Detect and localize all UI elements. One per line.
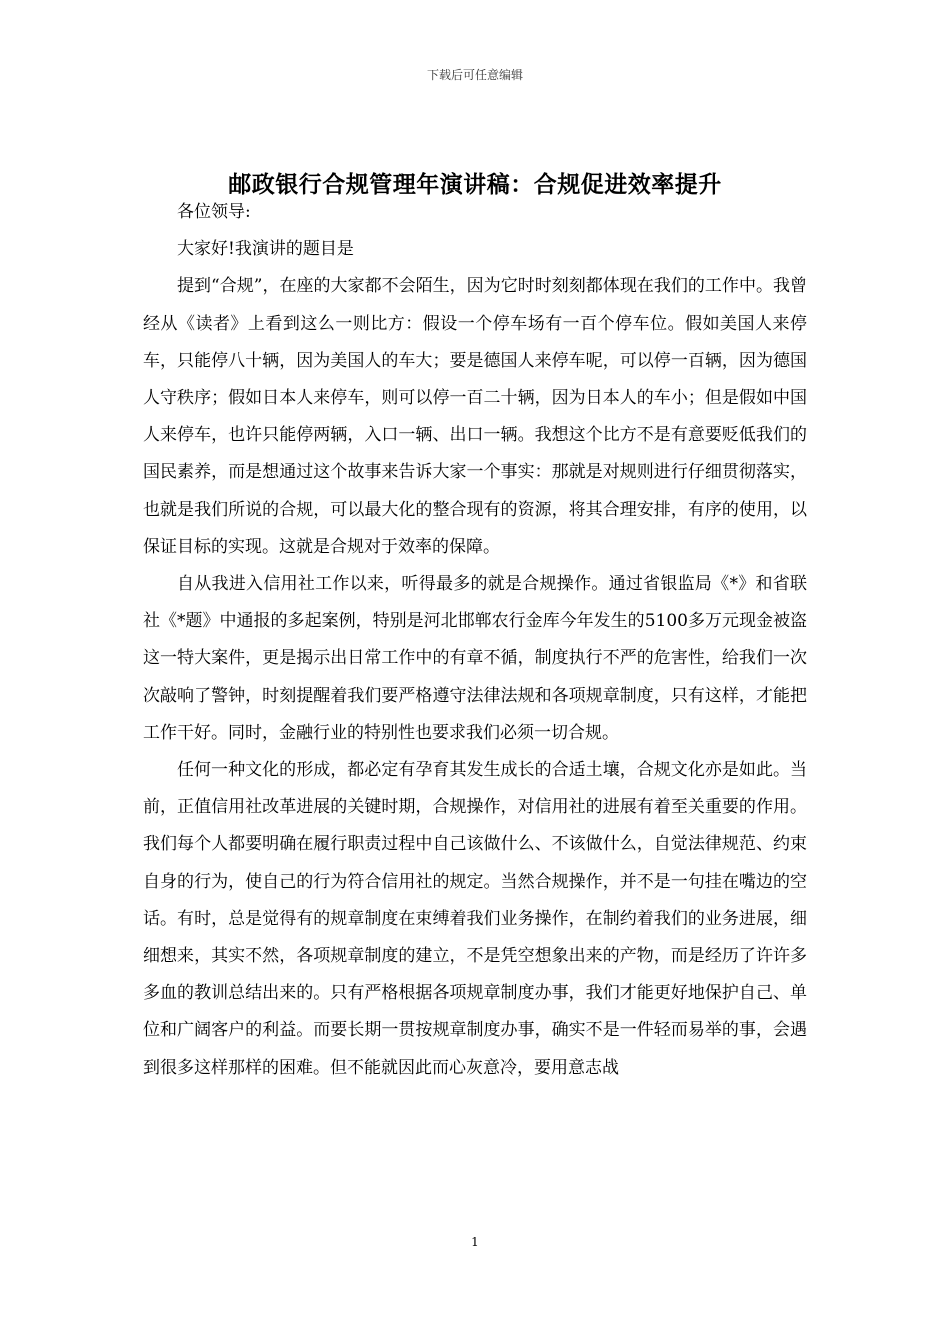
document-body [143,194,807,1087]
page-number: 1 [471,1235,479,1249]
document-title: 邮政银行合规管理年演讲稿：合规促进效率提升 [228,171,722,199]
body-paragraph: 提到“合规”，在座的大家都不会陌生，因为它时时刻刻都体现在我们的工作中。我曾经从《读者》上看到这么一则比方：假设一个停车场有一百个停车位。假如美国人来停车，只能停八十辆，因为美国人的车大；要是德国人来停车呢，可以停一百辆，因为德国人守秩序；假如日本人来停车，则可以停一百二十辆，因为日本人的车小；但是假如中国人来停车，也许只能停两辆，入口一辆、出口一辆。我想这个比方不是有意要贬低我们的国民素养，而是想通过这个故事来告诉大家一个事实：那就是对规则进行仔细贯彻落实，也就是我们所说的合规，可以最大化的整合现有的资源，将其合理安排，有序的使用，以保证目标的实现。这就是合规对于效率的保障。 [143,276,807,557]
body-paragraph: 任何一种文化的形成，都必定有孕育其发生成长的合适土壤，合规文化亦是如此。当前，正值信用社改革进展的关键时期，合规操作，对信用社的进展有着至关重要的作用。我们每个人都要明确在履行职责过程中自己该做什么、不该做什么，自觉法律规范、约束自身的行为，使自己的行为符合信用社的规定。当然合规操作，并不是一句挂在嘴边的空话。有时，总是觉得有的规章制度在束缚着我们业务操作，在制约着我们的业务进展，细细想来，其实不然，各项规章制度的建立，不是凭空想象出来的产物，而是经历了许许多多血的教训总结出来的。只有严格根据各项规章制度办事，我们才能更好地保护自己、单位和广阔客户的利益。而要长期一贯按规章制度办事，确实不是一件轻而易举的事，会遇到很多这样那样的困难。但不能就因此而心灰意冷，要用意志战 [143,760,807,1078]
greeting-line: 大家好!我演讲的题目是 [177,239,354,260]
page-header: 下载后可任意编辑 [426,68,523,82]
salutation: 各位领导: [177,202,251,222]
body-paragraph: 自从我进入信用社工作以来，听得最多的就是合规操作。通过省银监局《*》和省联社《*题》中通报的多起案例，特别是河北邯郸农行金库今年发生的5100多万元现金被盗这一特大案件，更是揭示出日常工作中的有章不循，制度执行不严的危害性，给我们一次次敲响了警钟，时刻提醒着我们要严格遵守法律法规和各项规章制度，只有这样，才能把工作干好。同时，金融行业的特别性也要求我们必须一切合规。 [143,574,807,743]
